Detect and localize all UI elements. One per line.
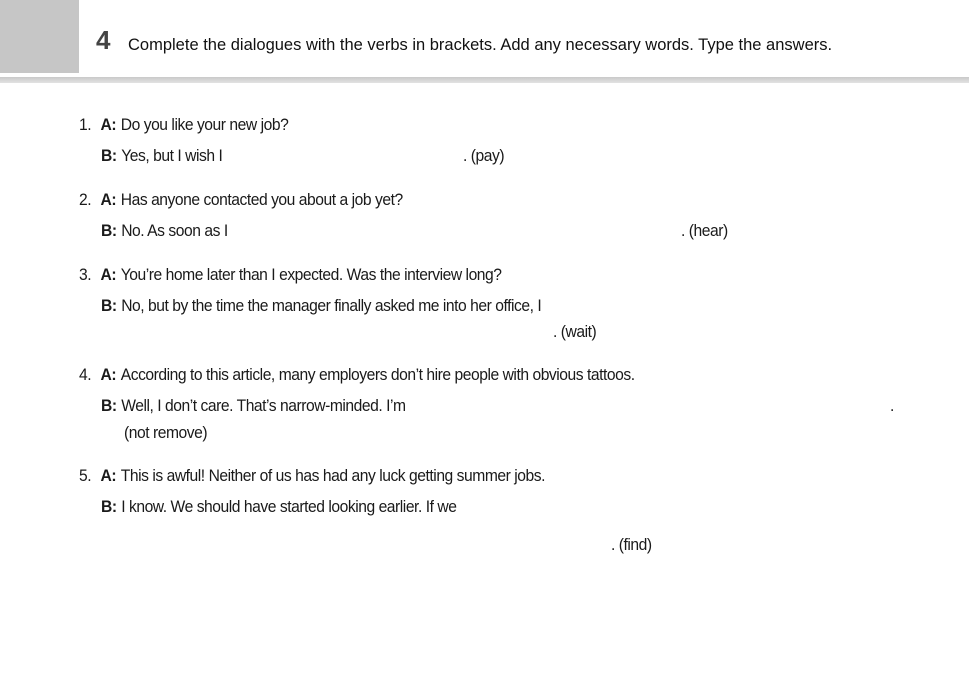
item-3-question: You’re home later than I expected. Was the interview long? [120, 265, 502, 284]
item-4-end-period: . [890, 396, 894, 415]
header-divider [0, 77, 969, 83]
speaker-b-label: B: [101, 146, 117, 165]
speaker-b-label: B: [101, 221, 117, 240]
item-2-line-b [101, 221, 228, 241]
item-4-question: According to this article, many employers don’t hire people with obvious tattoos. [120, 365, 635, 384]
item-4-answer-input[interactable] [464, 395, 886, 417]
item-5-line-a [79, 466, 545, 486]
item-5-prompt: I know. We should have started looking earlier. If we [121, 497, 457, 516]
item-1-question: Do you like your new job? [120, 115, 289, 134]
item-1-hint: . (pay) [463, 146, 505, 165]
item-1-number: 1. [79, 115, 92, 134]
item-3-line-b [101, 296, 541, 316]
item-5-hint: . (find) [611, 535, 652, 554]
item-4-number: 4. [79, 365, 92, 384]
item-4-prompt: Well, I don’t care. That’s narrow-minded. I’m [121, 396, 406, 415]
item-5-line-b [101, 497, 456, 517]
item-5-question: This is awful! Neither of us has had any luck getting summer jobs. [120, 466, 546, 485]
item-5-answer-input[interactable] [124, 532, 608, 554]
item-1-answer-input[interactable] [248, 145, 460, 167]
item-4-hint: (not remove) [124, 423, 208, 442]
header-gray-block [0, 0, 79, 73]
item-1-line-a [79, 115, 288, 135]
item-2-prompt: No. As soon as I [121, 221, 228, 240]
speaker-b-label: B: [101, 296, 117, 315]
speaker-b-label: B: [101, 396, 117, 415]
exercise-instructions: Complete the dialogues with the verbs in brackets. Add any necessary words. Type the answers. [128, 36, 833, 54]
item-2-line-a [79, 190, 403, 210]
exercise-number: 4 [96, 25, 111, 55]
item-1-prompt: Yes, but I wish I [121, 146, 223, 165]
item-2-answer-input[interactable] [252, 220, 678, 242]
speaker-a-label: A: [100, 115, 117, 134]
item-5-number: 5. [79, 466, 92, 485]
item-4-line-a [79, 365, 635, 385]
item-1-line-b [101, 146, 222, 166]
speaker-a-label: A: [100, 466, 117, 485]
item-3-answer-input[interactable] [124, 320, 550, 342]
item-3-hint: . (wait) [553, 322, 597, 341]
speaker-a-label: A: [100, 365, 117, 384]
item-3-line-a [79, 265, 502, 285]
item-3-number: 3. [79, 265, 92, 284]
item-2-number: 2. [79, 190, 92, 209]
exercise-header [0, 0, 969, 84]
item-2-hint: . (hear) [681, 221, 728, 240]
speaker-b-label: B: [101, 497, 117, 516]
item-2-question: Has anyone contacted you about a job yet? [120, 190, 403, 209]
speaker-a-label: A: [100, 265, 117, 284]
item-4-line-b [101, 396, 406, 416]
speaker-a-label: A: [100, 190, 117, 209]
item-3-prompt: No, but by the time the manager finally asked me into her office, I [121, 296, 542, 315]
